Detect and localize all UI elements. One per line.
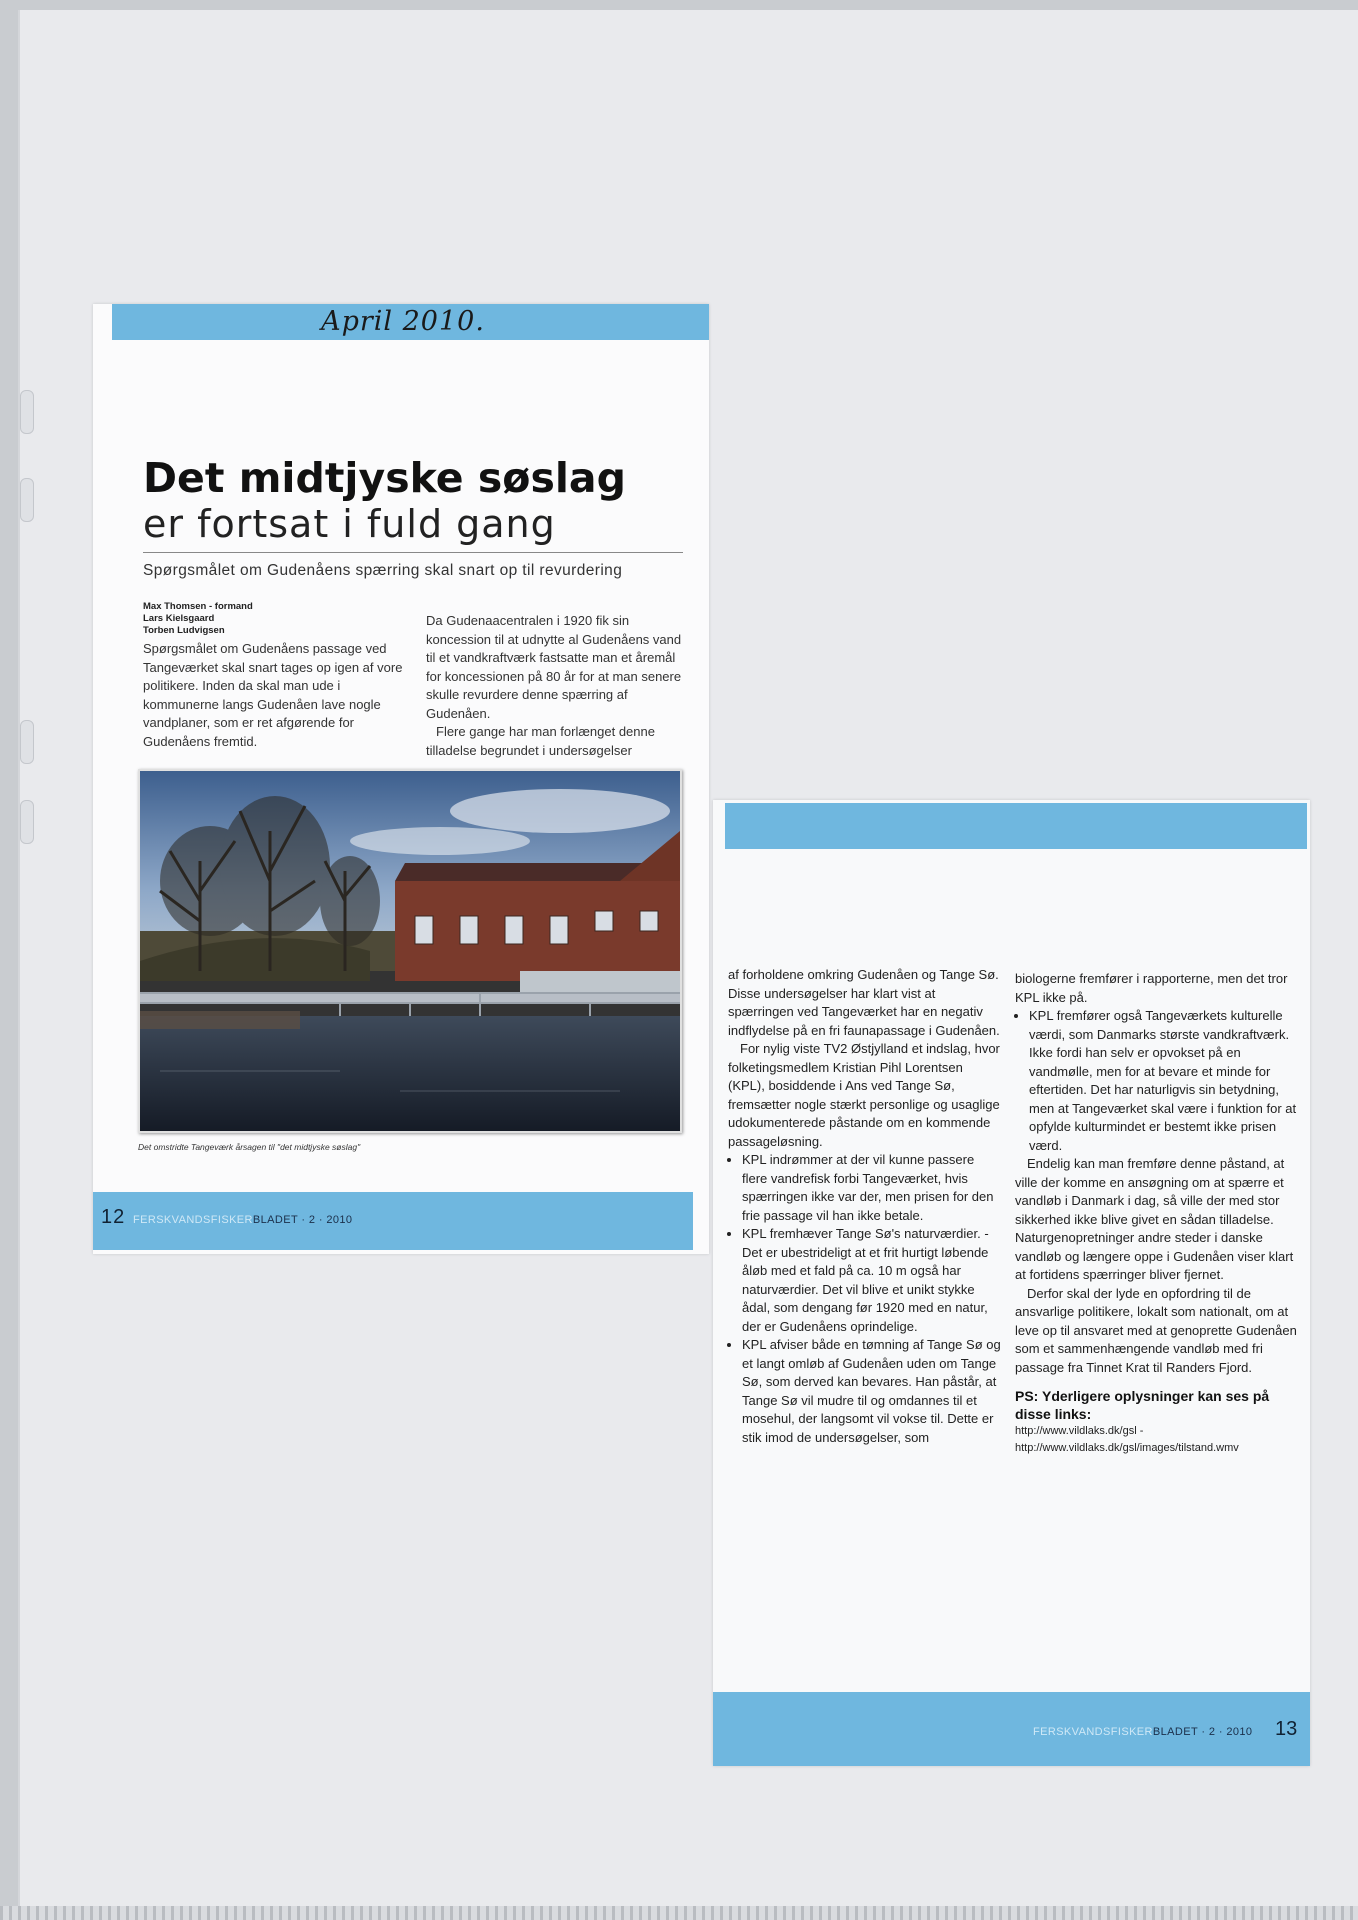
paragraph: Endelig kan man fremføre denne påstand, at ville der komme en ansøgning om at spærre et vandløb i Danmark i dag, så ville der med stor sikkerhed ikke blive givet en sådan tilladelse. Naturgenopretninger andre steder i danske vandløb og længere oppe i Gudenåen viser klart at fortidens spærringer bliver fjernet. <box>1015 1156 1294 1282</box>
headline-bold: Det midtjyske søslag <box>143 454 626 502</box>
top-color-band <box>725 803 1307 849</box>
page-number: 13 <box>1275 1718 1298 1740</box>
ps-heading: PS: Yderligere oplysninger kan ses på disse links: <box>1015 1388 1270 1422</box>
author-name: Lars Kielsgaard <box>143 613 215 624</box>
paragraph: Flere gange har man forlænget denne tilladelse begrundet i undersøgelser <box>426 724 655 758</box>
right-clipping <box>713 800 1310 1766</box>
paragraph: af forholdene omkring Gudenåen og Tange Sø. Disse undersøgelser har klart vist at spærringen ved Tangeværket har en negativ indflydelse på en fri faunapassage i Gudenåen. <box>728 967 1000 1038</box>
footer-issue: BLADET · 2 · 2010 <box>252 1214 353 1226</box>
paragraph: Da Gudenaacentralen i 1920 fik sin koncession til at udnytte al Gudenåens vand til et vandkraftværk fastsatte man et åremål for koncessionen på 80 år for at man senere skulle revurdere denne spærring af Gudenåen. <box>426 613 682 721</box>
article-column-2 <box>426 612 694 760</box>
bullet-item: • KPL indrømmer at der vil kunne passere flere vandrefisk forbi Tangeværket, hvis spærringen ikke var der, men prisen for den frie passage vil han ikke betale. <box>742 1151 1003 1225</box>
author-name: Max Thomsen - formand <box>143 601 253 612</box>
left-clipping <box>93 304 709 1254</box>
punch-hole <box>20 478 34 522</box>
author-name: Torben Ludvigsen <box>143 625 225 636</box>
handwritten-date: April 2010. <box>321 306 485 337</box>
link-text: http://www.vildlaks.dk/gsl - <box>1015 1425 1144 1437</box>
footer-issue: BLADET · 2 · 2010 <box>1152 1726 1253 1738</box>
article-column-1 <box>143 640 418 751</box>
paragraph: For nylig viste TV2 Østjylland et indslag, hvor folketingsmedlem Kristian Pihl Lorentsen (KPL), bosiddende i Ans ved Tange Sø, fremsætter nogle stærkt personlige og usaglige udokumenterede påstande om en kommende passageløsning. <box>728 1041 1000 1149</box>
bullet-item: • KPL afviser både en tømning af Tange Sø og et langt omløb af Gudenåen uden om Tange Sø, som derved kan bevares. Han påstår, at Tange Sø vil mudre til og omdannes til et mosehul, der langsomt vil vokse til. Dette er stik imod de undersøgelser, som <box>742 1336 1003 1447</box>
bullet-list <box>728 1151 1003 1447</box>
headline-divider <box>143 552 683 553</box>
paragraph: biologerne fremfører i rapporterne, men det tror KPL ikke på. <box>1015 971 1288 1005</box>
footer-magazine <box>133 1214 352 1226</box>
photo-tangevaerket <box>138 769 682 1133</box>
photo-caption: Det omstridte Tangeværk årsagen til "det midtjyske søslag" <box>138 1142 361 1152</box>
punch-hole <box>20 800 34 844</box>
bullet-item: • KPL fremfører også Tangeværkets kulturelle værdi, som Danmarks største vandkraftværk. Ikke fordi han selv er opvokset på en vandmølle, men for at bevare et minde for eftertiden. Det har naturligvis sin betydning, men at Tangeværket skal være i funktion for at opfylde kulturmindet er bestemt ikke prisen værd. <box>1029 1007 1300 1155</box>
paragraph: Derfor skal der lyde en opfordring til de ansvarlige politikere, lokalt som nationalt, om at leve op til ansvaret med at genoprette Gudenåen som et sammenhængende vandløb med fri passage fra Tinnet Krat til Randers Fjord. <box>1015 1285 1297 1375</box>
footer-magazine-name: FERSKVANDSFISKER <box>1033 1726 1153 1738</box>
binder-edge <box>0 1906 1358 1920</box>
article-column-3 <box>728 966 1003 1447</box>
page-number: 12 <box>101 1206 126 1228</box>
paragraph: Spørgsmålet om Gudenåens passage ved Tangeværket skal snart tages op igen af vore politikere. Inden da skal man ude i kommunerne langs Gudenåen lave nogle vandplaner, som er ret afgørende for Gudenåens fremtid. <box>143 641 403 749</box>
subheading: Spørgsmålet om Gudenåens spærring skal snart op til revurdering <box>143 562 623 579</box>
link-text: http://www.vildlaks.dk/gsl/images/tilstand.wmv <box>1015 1442 1239 1454</box>
bullet-item: • KPL fremhæver Tange Sø's naturværdier. - Det er ubestrideligt at et frit hurtigt løbende åløb med et fald på ca. 10 m også har naturværdier. Det vil blive et unikt stykke ådal, som dengang før 1920 med en natur, der er Gudenåens oprindelige. <box>742 1225 1003 1336</box>
punch-hole <box>20 720 34 764</box>
headline-light: er fortsat i fuld gang <box>143 502 556 546</box>
article-column-4 <box>1015 970 1300 1457</box>
footer-magazine-name: FERSKVANDSFISKER <box>133 1214 253 1226</box>
punch-hole <box>20 390 34 434</box>
author-byline <box>143 601 253 637</box>
footer-magazine <box>1033 1726 1252 1738</box>
bullet-list <box>1015 1007 1300 1155</box>
